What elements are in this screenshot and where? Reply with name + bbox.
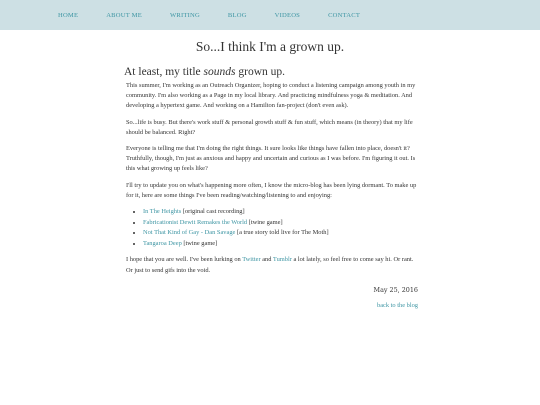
- tumblr-link[interactable]: Tumblr: [272, 256, 292, 264]
- top-nav: [0, 0, 540, 30]
- list-item-note: [twine game]: [181, 239, 218, 247]
- nav-about-me[interactable]: ABOUT ME: [106, 11, 142, 19]
- back-nav: [126, 302, 418, 309]
- back-to-blog-link[interactable]: back to the blog: [377, 301, 418, 309]
- paragraph-5-end: a lot lately, so feel free to come say hi. Or rant. Or just to send gifs into the void.: [126, 256, 414, 274]
- nav-blog[interactable]: BLOG: [227, 11, 247, 19]
- post-title-emphasis: sounds: [203, 66, 236, 78]
- paragraph-3: Everyone is telling me that I'm doing the right things. It sure looks like things have fallen into place, doesn't it? Truthfully, though, I'm just as anxious and happy and uncertain and curious as I was before. I'm figuring it out. Is this what growing up feels like?: [126, 145, 416, 173]
- list-item-note: [a true story told live for The Moth]: [235, 229, 329, 237]
- post-title-end: grown up.: [235, 66, 285, 78]
- page-title: So...I think I'm a grown up.: [195, 39, 345, 54]
- blog-post: [122, 66, 418, 309]
- paragraph-5-start: I hope that you are well. I've been lurking on: [126, 256, 243, 264]
- list-item: [143, 207, 418, 218]
- list-item: [143, 228, 418, 239]
- nav-home[interactable]: HOME: [58, 11, 79, 19]
- tangaroa-deep-link[interactable]: Tangaroa Deep: [143, 239, 182, 247]
- in-the-heights-link[interactable]: In The Heights: [143, 208, 182, 216]
- post-title-start: At least, my title: [124, 66, 204, 78]
- paragraph-2: So...life is busy. But there's work stuff & personal growth stuff & fun stuff, which means (in theory) that my life should be balanced. Right?: [126, 118, 413, 136]
- post-date: May 25, 2016: [373, 285, 418, 294]
- list-item: [143, 218, 418, 229]
- fabricationist-dewit-link[interactable]: Fabricationist Dewit Remakes the World: [143, 218, 248, 226]
- nav-contact[interactable]: CONTACT: [328, 11, 361, 19]
- paragraph-4: I'll try to update you on what's happening more often, I know the micro-blog has been lying dormant. To make up for it, here are some things I've been reading/watching/listening to and enjoying:: [126, 181, 417, 199]
- nav-videos[interactable]: VIDEOS: [274, 11, 301, 19]
- paragraph-5-and: and: [260, 256, 273, 264]
- nav-writing[interactable]: WRITING: [169, 11, 200, 19]
- recommendations-list: [126, 207, 418, 249]
- list-item-note: [original cast recording]: [181, 208, 245, 216]
- list-item-note: [twine game]: [247, 218, 283, 226]
- post-title: [124, 66, 418, 78]
- not-that-kind-of-gay-link[interactable]: Not That Kind of Gay - Dan Savage: [143, 229, 236, 237]
- paragraph-1: This summer, I'm working as an Outreach Organizer, hoping to conduct a listening campaign among youth in my community. I'm also working as a Page in my local library. And practicing mindfulness yoga & meditation. And developing a hypertext game. And working on a Hamilton fan-project (don't even ask).: [126, 82, 416, 110]
- paragraph-5: [126, 255, 418, 275]
- twitter-link[interactable]: Twitter: [242, 256, 261, 264]
- list-item: [143, 239, 418, 250]
